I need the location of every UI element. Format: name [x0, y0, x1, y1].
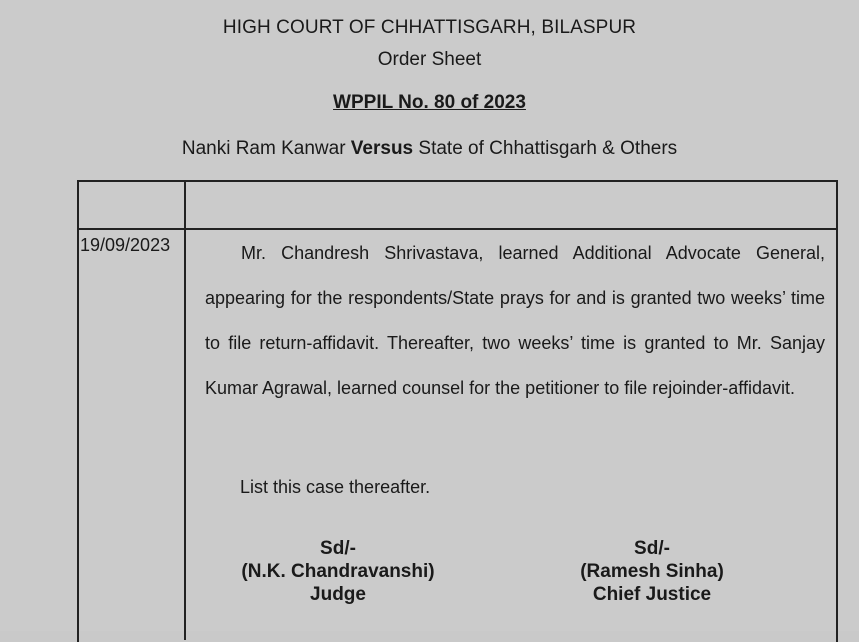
signature-name: (N.K. Chandravanshi)	[241, 561, 435, 582]
signature-sd: Sd/-	[634, 538, 670, 559]
petitioner-name: Nanki Ram Kanwar	[181, 138, 351, 159]
sheet-title: Order Sheet	[377, 49, 482, 70]
table-column-divider	[184, 180, 186, 640]
case-number: WPPIL No. 80 of 2023	[333, 92, 526, 113]
order-date: 19/09/2023	[80, 235, 171, 255]
versus-label: Versus	[350, 138, 414, 159]
signature-title: Judge	[310, 584, 366, 605]
signature-name: (Ramesh Sinha)	[580, 561, 724, 582]
respondent-name: State of Chhattisgarh & Others	[413, 138, 678, 159]
table-header-divider	[77, 228, 838, 230]
signature-block-judge	[228, 537, 448, 606]
signature-sd: Sd/-	[320, 538, 356, 559]
listing-direction: List this case thereafter.	[240, 477, 431, 497]
court-name: HIGH COURT OF CHHATTISGARH, BILASPUR	[222, 17, 637, 38]
order-text: Mr. Chandresh Shrivastava, learned Additional Advocate General, appearing for the respondents/State prays for and is granted two weeks’ time to file return-affidavit. Thereafter, two weeks’ time is granted to Mr. Sanjay Kumar Agrawal, learned counsel for the petitioner to file rejoinder-affidavit.	[205, 243, 825, 398]
case-parties	[0, 138, 859, 160]
signature-title: Chief Justice	[592, 584, 712, 605]
signature-block-chief-justice	[542, 537, 762, 606]
